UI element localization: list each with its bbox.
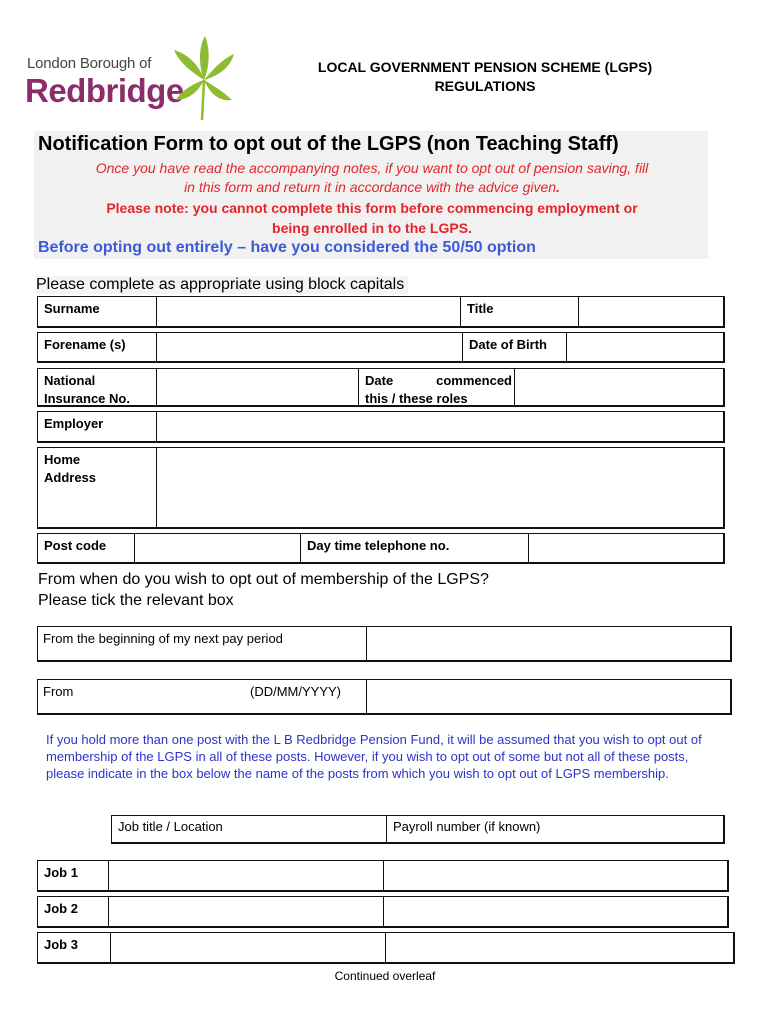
job2-row	[37, 896, 729, 928]
date-commenced-label	[358, 369, 514, 405]
option-date-format: (DD/MM/YYYY)	[250, 684, 341, 699]
job-title-location-header: Job title / Location	[118, 819, 223, 834]
continued-overleaf: Continued overleaf	[334, 969, 436, 983]
option-next-pay-period-row	[37, 626, 732, 662]
date-commenced-word2: commenced	[436, 373, 512, 388]
note-line1: Please note: you cannot complete this form before commencing employment or	[106, 200, 638, 216]
intro-line2-text: in this form and return it in accordance with the advice given	[184, 179, 557, 195]
home-address-line2: Address	[44, 470, 97, 485]
surname-title-row	[37, 296, 725, 328]
title-label: Title	[460, 297, 578, 326]
home-address-field[interactable]	[156, 448, 723, 527]
payroll-number-header: Payroll number (if known)	[386, 816, 723, 842]
job3-payroll-field[interactable]	[385, 933, 733, 962]
date-commenced-line1	[365, 372, 514, 390]
telephone-label: Day time telephone no.	[300, 534, 528, 562]
title-field[interactable]	[578, 297, 723, 326]
opt-out-question	[38, 569, 489, 611]
option-from-text: From	[43, 684, 74, 699]
block-capitals-instruction: Please complete as appropriate using block capitals	[36, 276, 408, 294]
ni-label	[38, 369, 156, 405]
option-from-date-label	[38, 680, 366, 713]
employer-row	[37, 411, 725, 443]
home-address-row	[37, 447, 725, 529]
home-address-line1: Home	[44, 452, 81, 467]
jobs-header-row	[111, 815, 725, 844]
postcode-field[interactable]	[134, 534, 300, 562]
option-from-date-field[interactable]	[366, 680, 730, 713]
job3-title-field[interactable]	[110, 933, 385, 962]
surname-label: Surname	[44, 301, 100, 316]
forename-dob-row	[37, 332, 725, 363]
fifty-fifty-note: Before opting out entirely – have you considered the 50/50 option	[38, 239, 536, 256]
intro-text	[36, 159, 708, 197]
date-commenced-word1: Date	[365, 373, 394, 388]
option-next-pay-period-label: From the beginning of my next pay period	[43, 631, 283, 646]
surname-field[interactable]	[156, 297, 460, 326]
intro-line2	[36, 178, 708, 197]
intro-line2-period: .	[556, 179, 560, 195]
date-commenced-field[interactable]	[514, 369, 723, 405]
intro-line1: Once you have read the accompanying notes, if you want to opt out of pension saving, fill	[95, 160, 649, 176]
job1-label: Job 1	[44, 865, 78, 880]
job1-payroll-field[interactable]	[383, 861, 727, 890]
job3-label: Job 3	[44, 937, 78, 952]
header-title	[250, 58, 720, 96]
job1-title-field[interactable]	[108, 861, 383, 890]
ni-label-line2: Insurance No.	[44, 391, 130, 406]
form-title: Notification Form to opt out of the LGPS (non Teaching Staff)	[38, 133, 619, 155]
option-next-pay-period-tickbox[interactable]	[366, 627, 730, 660]
ni-label-line1: National	[44, 373, 96, 388]
date-commenced-line2: this / these roles	[365, 391, 468, 406]
job2-payroll-field[interactable]	[383, 897, 727, 926]
header-title-line1: LOCAL GOVERNMENT PENSION SCHEME (LGPS)	[317, 59, 653, 75]
home-address-label	[38, 448, 156, 527]
job1-row	[37, 860, 729, 892]
please-note-text	[36, 198, 708, 238]
forename-field[interactable]	[156, 333, 462, 361]
leaf-logo-icon	[172, 34, 236, 122]
telephone-field[interactable]	[528, 534, 723, 562]
opt-out-question-line2: Please tick the relevant box	[38, 592, 234, 609]
postcode-phone-row	[37, 533, 725, 564]
job2-label: Job 2	[44, 901, 78, 916]
note-line2: being enrolled in to the LGPS.	[272, 220, 472, 236]
option-from-date-row	[37, 679, 732, 715]
postcode-label: Post code	[44, 538, 107, 553]
opt-out-question-line1: From when do you wish to opt out of membership of the LGPS?	[38, 571, 489, 588]
ni-field[interactable]	[156, 369, 358, 405]
job3-row	[37, 932, 735, 964]
logo-text-london-borough: London Borough of	[27, 55, 152, 72]
dob-label: Date of Birth	[462, 333, 566, 361]
forename-label: Forename (s)	[44, 337, 126, 352]
multi-post-paragraph: If you hold more than one post with the L B Redbridge Pension Fund, it will be assumed that you wish to opt out of membership of the LGPS in all of these posts. However, if you wish to opt out of some but not all of these posts, please indicate in the box below the name of the posts from which you wish to opt out of LGPS membership.	[46, 732, 702, 781]
employer-field[interactable]	[156, 412, 723, 441]
header-title-line2: REGULATIONS	[434, 78, 536, 94]
job2-title-field[interactable]	[108, 897, 383, 926]
employer-label: Employer	[44, 416, 104, 431]
ni-date-row	[37, 368, 725, 407]
logo-text-redbridge: Redbridge	[25, 72, 184, 109]
dob-field[interactable]	[566, 333, 723, 361]
